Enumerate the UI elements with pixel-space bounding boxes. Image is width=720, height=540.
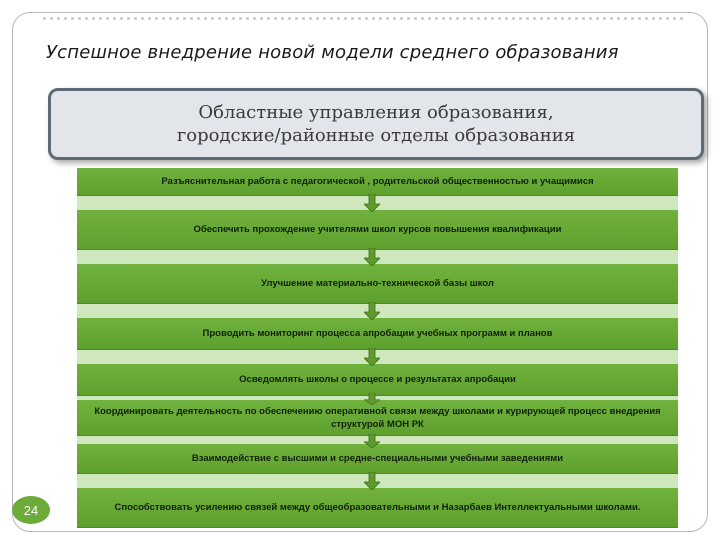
decorative-dot — [351, 17, 354, 20]
decorative-dot — [274, 17, 277, 20]
decorative-dot — [155, 17, 158, 20]
decorative-dot — [400, 17, 403, 20]
decorative-dot — [652, 17, 655, 20]
step-6: Координировать деятельность по обеспечению оперативной связи между школами и курирующей процесс внедрения структурой МОН РК — [77, 400, 678, 436]
step-7: Взаимодействие с высшими и средне-специальными учебными заведениями — [77, 444, 678, 474]
decorative-dot — [323, 17, 326, 20]
decorative-dot — [134, 17, 137, 20]
decorative-dot — [554, 17, 557, 20]
decorative-dot — [148, 17, 151, 20]
decorative-dot — [505, 17, 508, 20]
decorative-dot — [393, 17, 396, 20]
decorative-dot — [232, 17, 235, 20]
decorative-dot — [666, 17, 669, 20]
decorative-dot — [50, 17, 53, 20]
decorative-dot — [85, 17, 88, 20]
decorative-dot — [253, 17, 256, 20]
decorative-dot — [211, 17, 214, 20]
decorative-dot — [197, 17, 200, 20]
page-number: 24 — [12, 496, 50, 524]
decorative-dot — [218, 17, 221, 20]
decorative-dot — [295, 17, 298, 20]
decorative-dot — [386, 17, 389, 20]
decorative-dot — [456, 17, 459, 20]
decorative-dot — [519, 17, 522, 20]
decorative-dot — [484, 17, 487, 20]
decorative-dot — [589, 17, 592, 20]
decorative-dot — [43, 17, 46, 20]
down-arrow-icon — [364, 393, 380, 405]
decorative-dot — [190, 17, 193, 20]
decorative-dot — [428, 17, 431, 20]
decorative-dot — [596, 17, 599, 20]
decorative-dot — [169, 17, 172, 20]
decorative-dot — [337, 17, 340, 20]
decorative-dot — [645, 17, 648, 20]
decorative-dot — [631, 17, 634, 20]
decorative-dot — [239, 17, 242, 20]
decorative-dot — [414, 17, 417, 20]
decorative-dot — [162, 17, 165, 20]
decorative-dot — [358, 17, 361, 20]
decorative-dot — [673, 17, 676, 20]
step-2: Обеспечить прохождение учителями школ курсов повышения квалификации — [77, 210, 678, 250]
decorative-dot — [449, 17, 452, 20]
decorative-dot — [498, 17, 501, 20]
decorative-dot — [120, 17, 123, 20]
decorative-dot — [204, 17, 207, 20]
step-3: Улучшение материально-технической базы школ — [77, 264, 678, 304]
decorative-dot — [99, 17, 102, 20]
decorative-dot — [372, 17, 375, 20]
authority-box — [48, 88, 704, 160]
step-8: Способствовать усилению связей между общеобразовательными и Назарбаев Интеллектуальными школами. — [77, 488, 678, 528]
decorative-dot — [547, 17, 550, 20]
down-arrow-icon — [364, 434, 380, 448]
decorative-dot — [568, 17, 571, 20]
slide-title: Успешное внедрение новой модели среднего образования — [46, 42, 619, 63]
step-4: Проводить мониторинг процесса апробации учебных программ и планов — [77, 318, 678, 350]
authority-box-line-2: городские/районные отделы образования — [176, 125, 576, 146]
down-arrow-icon — [364, 302, 380, 320]
decorative-dot — [435, 17, 438, 20]
down-arrow-icon — [364, 472, 380, 490]
decorative-dot — [512, 17, 515, 20]
decorative-dot — [617, 17, 620, 20]
authority-box-line-1: Областные управления образования, — [198, 102, 554, 123]
decorative-dot — [442, 17, 445, 20]
decorative-dots — [13, 13, 707, 27]
decorative-dot — [267, 17, 270, 20]
step-5: Осведомлять школы о процессе и результатах апробации — [77, 364, 678, 396]
decorative-dot — [659, 17, 662, 20]
decorative-dot — [183, 17, 186, 20]
decorative-dot — [491, 17, 494, 20]
down-arrow-icon — [364, 348, 380, 366]
decorative-dot — [603, 17, 606, 20]
decorative-dot — [127, 17, 130, 20]
decorative-dot — [526, 17, 529, 20]
decorative-dot — [680, 17, 683, 20]
decorative-dot — [582, 17, 585, 20]
decorative-dot — [463, 17, 466, 20]
decorative-dot — [365, 17, 368, 20]
decorative-dot — [106, 17, 109, 20]
decorative-dot — [330, 17, 333, 20]
decorative-dot — [225, 17, 228, 20]
decorative-dot — [533, 17, 536, 20]
decorative-dot — [281, 17, 284, 20]
decorative-dot — [610, 17, 613, 20]
decorative-dot — [540, 17, 543, 20]
decorative-dot — [246, 17, 249, 20]
decorative-dot — [71, 17, 74, 20]
decorative-dot — [113, 17, 116, 20]
decorative-dot — [288, 17, 291, 20]
decorative-dot — [638, 17, 641, 20]
decorative-dot — [379, 17, 382, 20]
decorative-dot — [57, 17, 60, 20]
decorative-dot — [141, 17, 144, 20]
decorative-dot — [561, 17, 564, 20]
decorative-dot — [421, 17, 424, 20]
decorative-dot — [309, 17, 312, 20]
decorative-dot — [260, 17, 263, 20]
decorative-dot — [575, 17, 578, 20]
decorative-dot — [302, 17, 305, 20]
decorative-dot — [316, 17, 319, 20]
decorative-dot — [64, 17, 67, 20]
decorative-dot — [477, 17, 480, 20]
down-arrow-icon — [364, 248, 380, 266]
step-1: Разъяснительная работа с педагогической , родительской общественностью и учащимися — [77, 168, 678, 196]
decorative-dot — [78, 17, 81, 20]
decorative-dot — [176, 17, 179, 20]
decorative-dot — [344, 17, 347, 20]
decorative-dot — [407, 17, 410, 20]
down-arrow-icon — [364, 194, 380, 212]
decorative-dot — [624, 17, 627, 20]
decorative-dot — [92, 17, 95, 20]
decorative-dot — [470, 17, 473, 20]
